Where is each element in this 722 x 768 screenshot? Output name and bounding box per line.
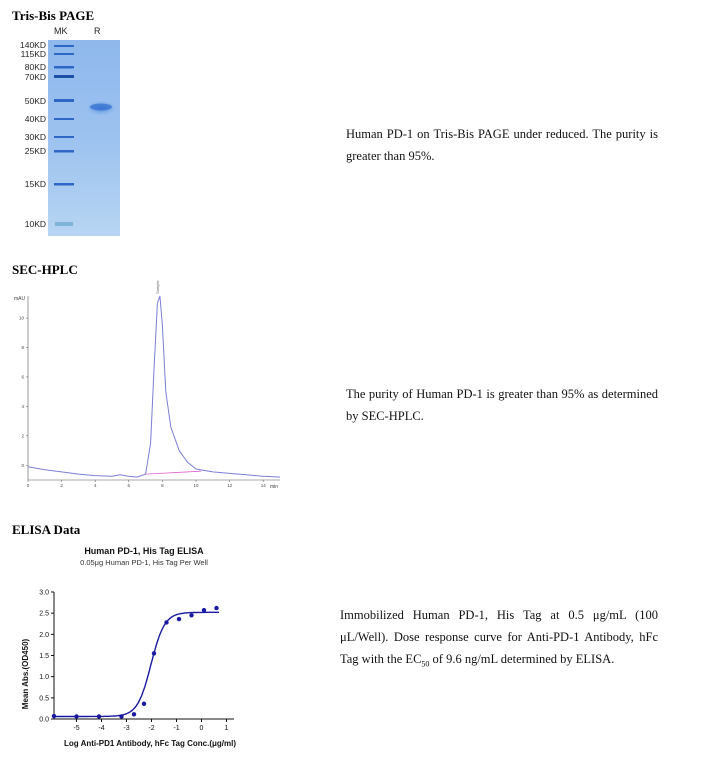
data-point xyxy=(97,714,101,718)
data-point xyxy=(164,620,168,624)
hplc-x-tick-label: 10 xyxy=(193,483,199,488)
gel-image xyxy=(8,26,118,236)
elisa-section-title: ELISA Data xyxy=(12,522,81,537)
hplc-x-tick-label: 4 xyxy=(93,483,97,488)
hplc-description: The purity of Human PD-1 is greater than 95% as determined by SEC-HPLC. xyxy=(346,387,658,423)
elisa-x-tick-label: -1 xyxy=(173,725,180,732)
elisa-x-axis-label: Log Anti-PD1 Antibody, hFc Tag Conc.(μg/ml) xyxy=(64,739,236,748)
data-point xyxy=(177,617,181,621)
hplc-x-tick-label: 12 xyxy=(227,483,233,488)
elisa-y-tick-label: 2.0 xyxy=(39,631,49,639)
marker-label: 30KD xyxy=(24,132,46,142)
elisa-desc-part-2: of 9.6 ng/mL determined by ELISA. xyxy=(429,652,615,666)
elisa-y-tick-label: 0.0 xyxy=(39,716,49,724)
elisa-y-axis-label: Mean Abs.(OD450) xyxy=(21,638,30,710)
integration-baseline xyxy=(146,471,201,474)
hplc-trace xyxy=(28,296,280,477)
gel-description: Human PD-1 on Tris-Bis PAGE under reduced. The purity is greater than 95%. xyxy=(346,127,658,163)
hplc-x-tick-label: 2 xyxy=(60,483,63,488)
hplc-chromatogram xyxy=(8,280,298,495)
hplc-y-tick-label: 10 xyxy=(18,315,24,321)
hplc-y-unit: mAU xyxy=(14,296,26,302)
data-point xyxy=(214,606,218,610)
hplc-x-tick-label: 0 xyxy=(26,483,30,488)
marker-label: 80KD xyxy=(24,62,46,72)
marker-label: 140KD xyxy=(20,40,46,50)
elisa-x-tick-label: 1 xyxy=(224,725,229,732)
hplc-x-tick-label: 6 xyxy=(127,483,131,488)
ec50-subscript: 50 xyxy=(421,659,430,669)
data-point xyxy=(52,714,56,718)
elisa-chart-title: Human PD-1, His Tag ELISA xyxy=(84,546,204,556)
marker-label: 50KD xyxy=(24,96,46,106)
data-point xyxy=(132,712,136,716)
marker-label: 15KD xyxy=(24,179,46,189)
lane-label-mk: MK xyxy=(54,26,68,36)
hplc-y-tick-label: 8 xyxy=(21,345,24,351)
marker-label: 10KD xyxy=(24,219,46,229)
hplc-y-tick-label: 2 xyxy=(21,433,24,439)
marker-label: 115KD xyxy=(20,49,46,59)
data-point xyxy=(74,714,78,718)
elisa-chart-subtitle: 0.05μg Human PD-1, His Tag Per Well xyxy=(80,558,208,567)
elisa-desc-part-1: Immobilized Human PD-1, His Tag at 0.5 μg/mL (100 μL/Well). Dose response curve for Anti-PD-1 Antibody, hFc Tag with the EC xyxy=(340,608,658,666)
elisa-x-tick-label: -4 xyxy=(98,725,105,732)
elisa-x-tick-label: -5 xyxy=(73,725,80,732)
data-point xyxy=(119,714,123,718)
data-point xyxy=(202,608,206,612)
marker-label: 25KD xyxy=(24,146,46,156)
data-point xyxy=(152,651,156,655)
elisa-y-tick-label: 0.5 xyxy=(39,695,49,703)
data-point xyxy=(142,702,146,706)
hplc-x-unit: min xyxy=(270,484,279,490)
lane-label-r: R xyxy=(94,26,101,36)
hplc-x-tick-label: 14 xyxy=(260,483,266,488)
marker-label: 70KD xyxy=(24,72,46,82)
elisa-y-tick-label: 1.5 xyxy=(39,653,49,660)
elisa-y-tick-label: 3.0 xyxy=(39,589,49,597)
elisa-description xyxy=(340,604,658,676)
marker-label: 40KD xyxy=(24,114,46,124)
hplc-y-tick-label: 6 xyxy=(21,374,24,380)
fit-curve xyxy=(54,612,219,716)
elisa-y-tick-label: 1.0 xyxy=(39,674,49,682)
elisa-y-tick-label: 2.5 xyxy=(39,610,49,618)
elisa-x-tick-label: -3 xyxy=(123,725,130,732)
elisa-x-tick-label: -2 xyxy=(148,725,155,732)
hplc-y-tick-label: 0 xyxy=(21,462,24,468)
gel-lanes xyxy=(48,36,120,236)
hplc-x-tick-label: 8 xyxy=(161,483,164,488)
elisa-chart xyxy=(8,541,278,756)
hplc-y-tick-label: 4 xyxy=(21,403,24,409)
gel-section-title: Tris-Bis PAGE xyxy=(12,8,95,23)
hplc-section-title: SEC-HPLC xyxy=(12,262,78,277)
elisa-x-tick-label: 0 xyxy=(199,725,204,732)
data-point xyxy=(189,613,193,617)
peak-label: Sample xyxy=(154,280,160,294)
